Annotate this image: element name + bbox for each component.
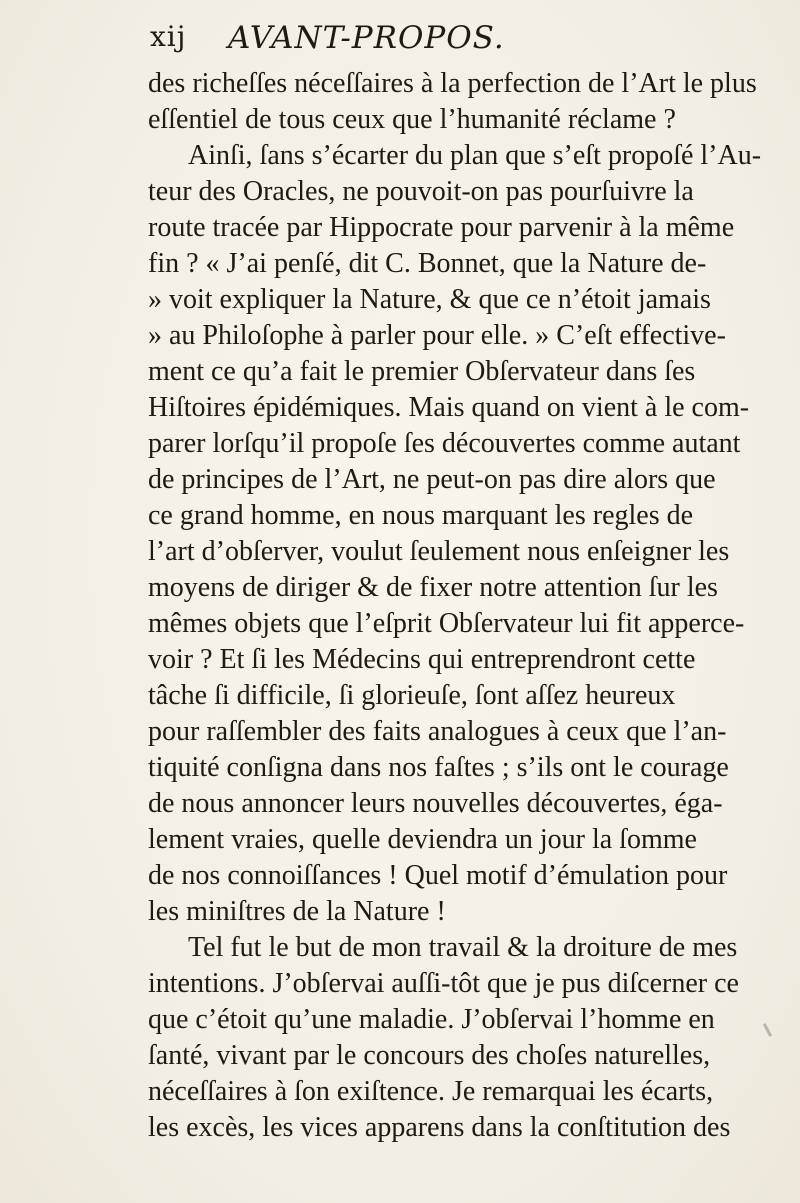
text-line-27: que c’étoit qu’une maladie. J’obſervai l’homme en (148, 1004, 715, 1035)
text-line-30: les excès, les vices apparens dans la conſtitution des (148, 1112, 731, 1143)
text-line-17: voir ? Et ſi les Médecins qui entreprendront cette (148, 644, 696, 675)
text-line-14: l’art d’obſerver, voulut ſeulement nous enſeigner les (148, 536, 730, 567)
text-line-28: ſanté, vivant par le concours des choſes naturelles, (148, 1040, 711, 1071)
text-line-16: mêmes objets que l’eſprit Obſervateur lui fit apperce- (148, 608, 745, 639)
body-text (148, 66, 762, 1146)
text-line-6: fin ? « J’ai penſé, dit C. Bonnet, que la Nature de- (148, 248, 707, 279)
text-line-15: moyens de diriger & de fixer notre attention ſur les (148, 572, 718, 603)
text-line-20: tiquité conſigna dans nos faſtes ; s’ils ont le courage (148, 752, 729, 783)
text-line-3: Ainſi, ſans s’écarter du plan que s’eſt propoſé l’Au- (188, 140, 762, 171)
text-line-9: ment ce qu’a fait le premier Obſervateur dans ſes (148, 356, 696, 387)
page-header (150, 20, 710, 70)
text-line-29: néceſſaires à ſon exiſtence. Je remarquai les écarts, (148, 1076, 714, 1107)
text-line-8: » au Philoſophe à parler pour elle. » C’eſt effective- (148, 320, 726, 351)
text-line-11: parer lorſqu’il propoſe ſes découvertes comme autant (148, 428, 741, 459)
text-line-2: eſſentiel de tous ceux que l’humanité réclame ? (148, 104, 676, 135)
text-line-7: » voit expliquer la Nature, & que ce n’étoit jamais (148, 284, 711, 315)
page-mark (763, 1023, 772, 1037)
text-line-4: teur des Oracles, ne pouvoit-on pas pourſuivre la (148, 176, 694, 207)
text-line-19: pour raſſembler des faits analogues à ceux que l’an- (148, 716, 727, 747)
text-line-23: de nos connoiſſances ! Quel motif d’émulation pour (148, 860, 728, 891)
text-line-10: Hiſtoires épidémiques. Mais quand on vient à le com- (148, 392, 750, 423)
text-line-1: des richeſſes néceſſaires à la perfection de l’Art le plus (148, 68, 757, 99)
page-number: xij (150, 20, 187, 53)
text-line-25: Tel fut le but de mon travail & la droiture de mes (188, 932, 738, 963)
text-line-22: lement vraies, quelle deviendra un jour la ſomme (148, 824, 697, 855)
text-line-18: tâche ſi difficile, ſi glorieuſe, ſont aſſez heureux (148, 680, 676, 711)
running-head: AVANT-PROPOS. (228, 20, 505, 56)
text-line-13: ce grand homme, en nous marquant les regles de (148, 500, 694, 531)
text-line-12: de principes de l’Art, ne peut-on pas dire alors que (148, 464, 716, 495)
text-line-26: intentions. J’obſervai auſſi-tôt que je pus diſcerner ce (148, 968, 739, 999)
text-line-5: route tracée par Hippocrate pour parvenir à la même (148, 212, 735, 243)
text-line-21: de nous annoncer leurs nouvelles découvertes, éga- (148, 788, 723, 819)
text-line-24: les miniſtres de la Nature ! (148, 896, 446, 927)
